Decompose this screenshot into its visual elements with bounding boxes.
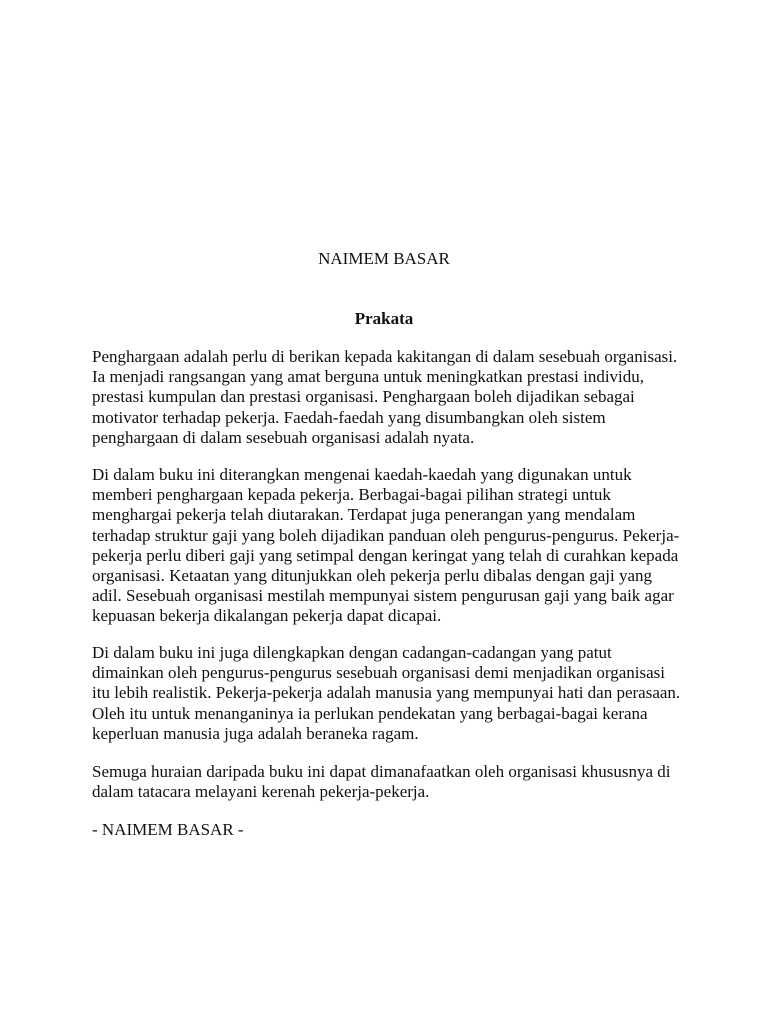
section-title: Prakata — [354, 309, 414, 328]
paragraph-line: Semuga huraian daripada buku ini dapat dimanafaatkan oleh organisasi khususnya di — [92, 762, 671, 781]
paragraph-line: Di dalam buku ini diterangkan mengenai kaedah-kaedah yang digunakan untuk — [92, 465, 632, 484]
paragraph-line: memberi penghargaan kepada pekerja. Berbagai-bagai pilihan strategi untuk — [92, 485, 611, 505]
paragraph-line: Oleh itu untuk menanganinya ia perlukan pendekatan yang berbagai-bagai kerana — [92, 703, 648, 723]
paragraph-line: prestasi kumpulan dan prestasi organisasi. Penghargaan boleh dijadikan sebagai — [92, 387, 635, 407]
paragraph-line: menghargai pekerja telah diutarakan. Terdapat juga penerangan yang mendalam — [92, 505, 636, 525]
paragraph-2 — [92, 465, 679, 627]
paragraph-line: Ia menjadi rangsangan yang amat berguna untuk meningkatkan prestasi individu, — [92, 367, 645, 387]
paragraph-3 — [92, 643, 680, 744]
paragraph-1 — [92, 347, 677, 448]
paragraph-line: keperluan manusia juga adalah beraneka ragam. — [92, 723, 419, 743]
signature: - NAIMEM BASAR - — [92, 820, 244, 839]
paragraph-line: penghargaan di dalam sesebuah organisasi adalah nyata. — [92, 427, 475, 447]
paragraph-line: dalam tatacara melayani kerenah pekerja-pekerja. — [92, 782, 430, 802]
paragraph-4 — [92, 762, 670, 802]
paragraph-line: terhadap struktur gaji yang boleh dijadikan panduan oleh pengurus-pengurus. Pekerja- — [92, 525, 680, 545]
paragraph-line: Penghargaan adalah perlu di berikan kepada kakitangan di dalam sesebuah organisasi. — [92, 347, 678, 366]
paragraph-line: adil. Sesebuah organisasi mestilah mempunyai sistem pengurusan gaji yang baik agar — [92, 586, 674, 606]
author-heading: NAIMEM BASAR — [318, 249, 450, 268]
paragraph-line: dimainkan oleh pengurus-pengurus sesebuah organisasi demi menjadikan organisasi — [92, 663, 665, 683]
paragraph-line: organisasi. Ketaatan yang ditunjukkan oleh pekerja perlu dibalas dengan gaji yang — [92, 566, 653, 586]
paragraph-line: pekerja perlu diberi gaji yang setimpal dengan keringat yang telah di curahkan kepada — [92, 545, 679, 565]
paragraph-line: itu lebih realistik. Pekerja-pekerja adalah manusia yang mempunyai hati dan perasaan. — [92, 683, 681, 703]
paragraph-line: motivator terhadap pekerja. Faedah-faedah yang disumbangkan oleh sistem — [92, 407, 606, 427]
paragraph-line: kepuasan bekerja dikalangan pekerja dapat dicapai. — [92, 606, 442, 626]
paragraph-line: Di dalam buku ini juga dilengkapkan dengan cadangan-cadangan yang patut — [92, 643, 612, 662]
